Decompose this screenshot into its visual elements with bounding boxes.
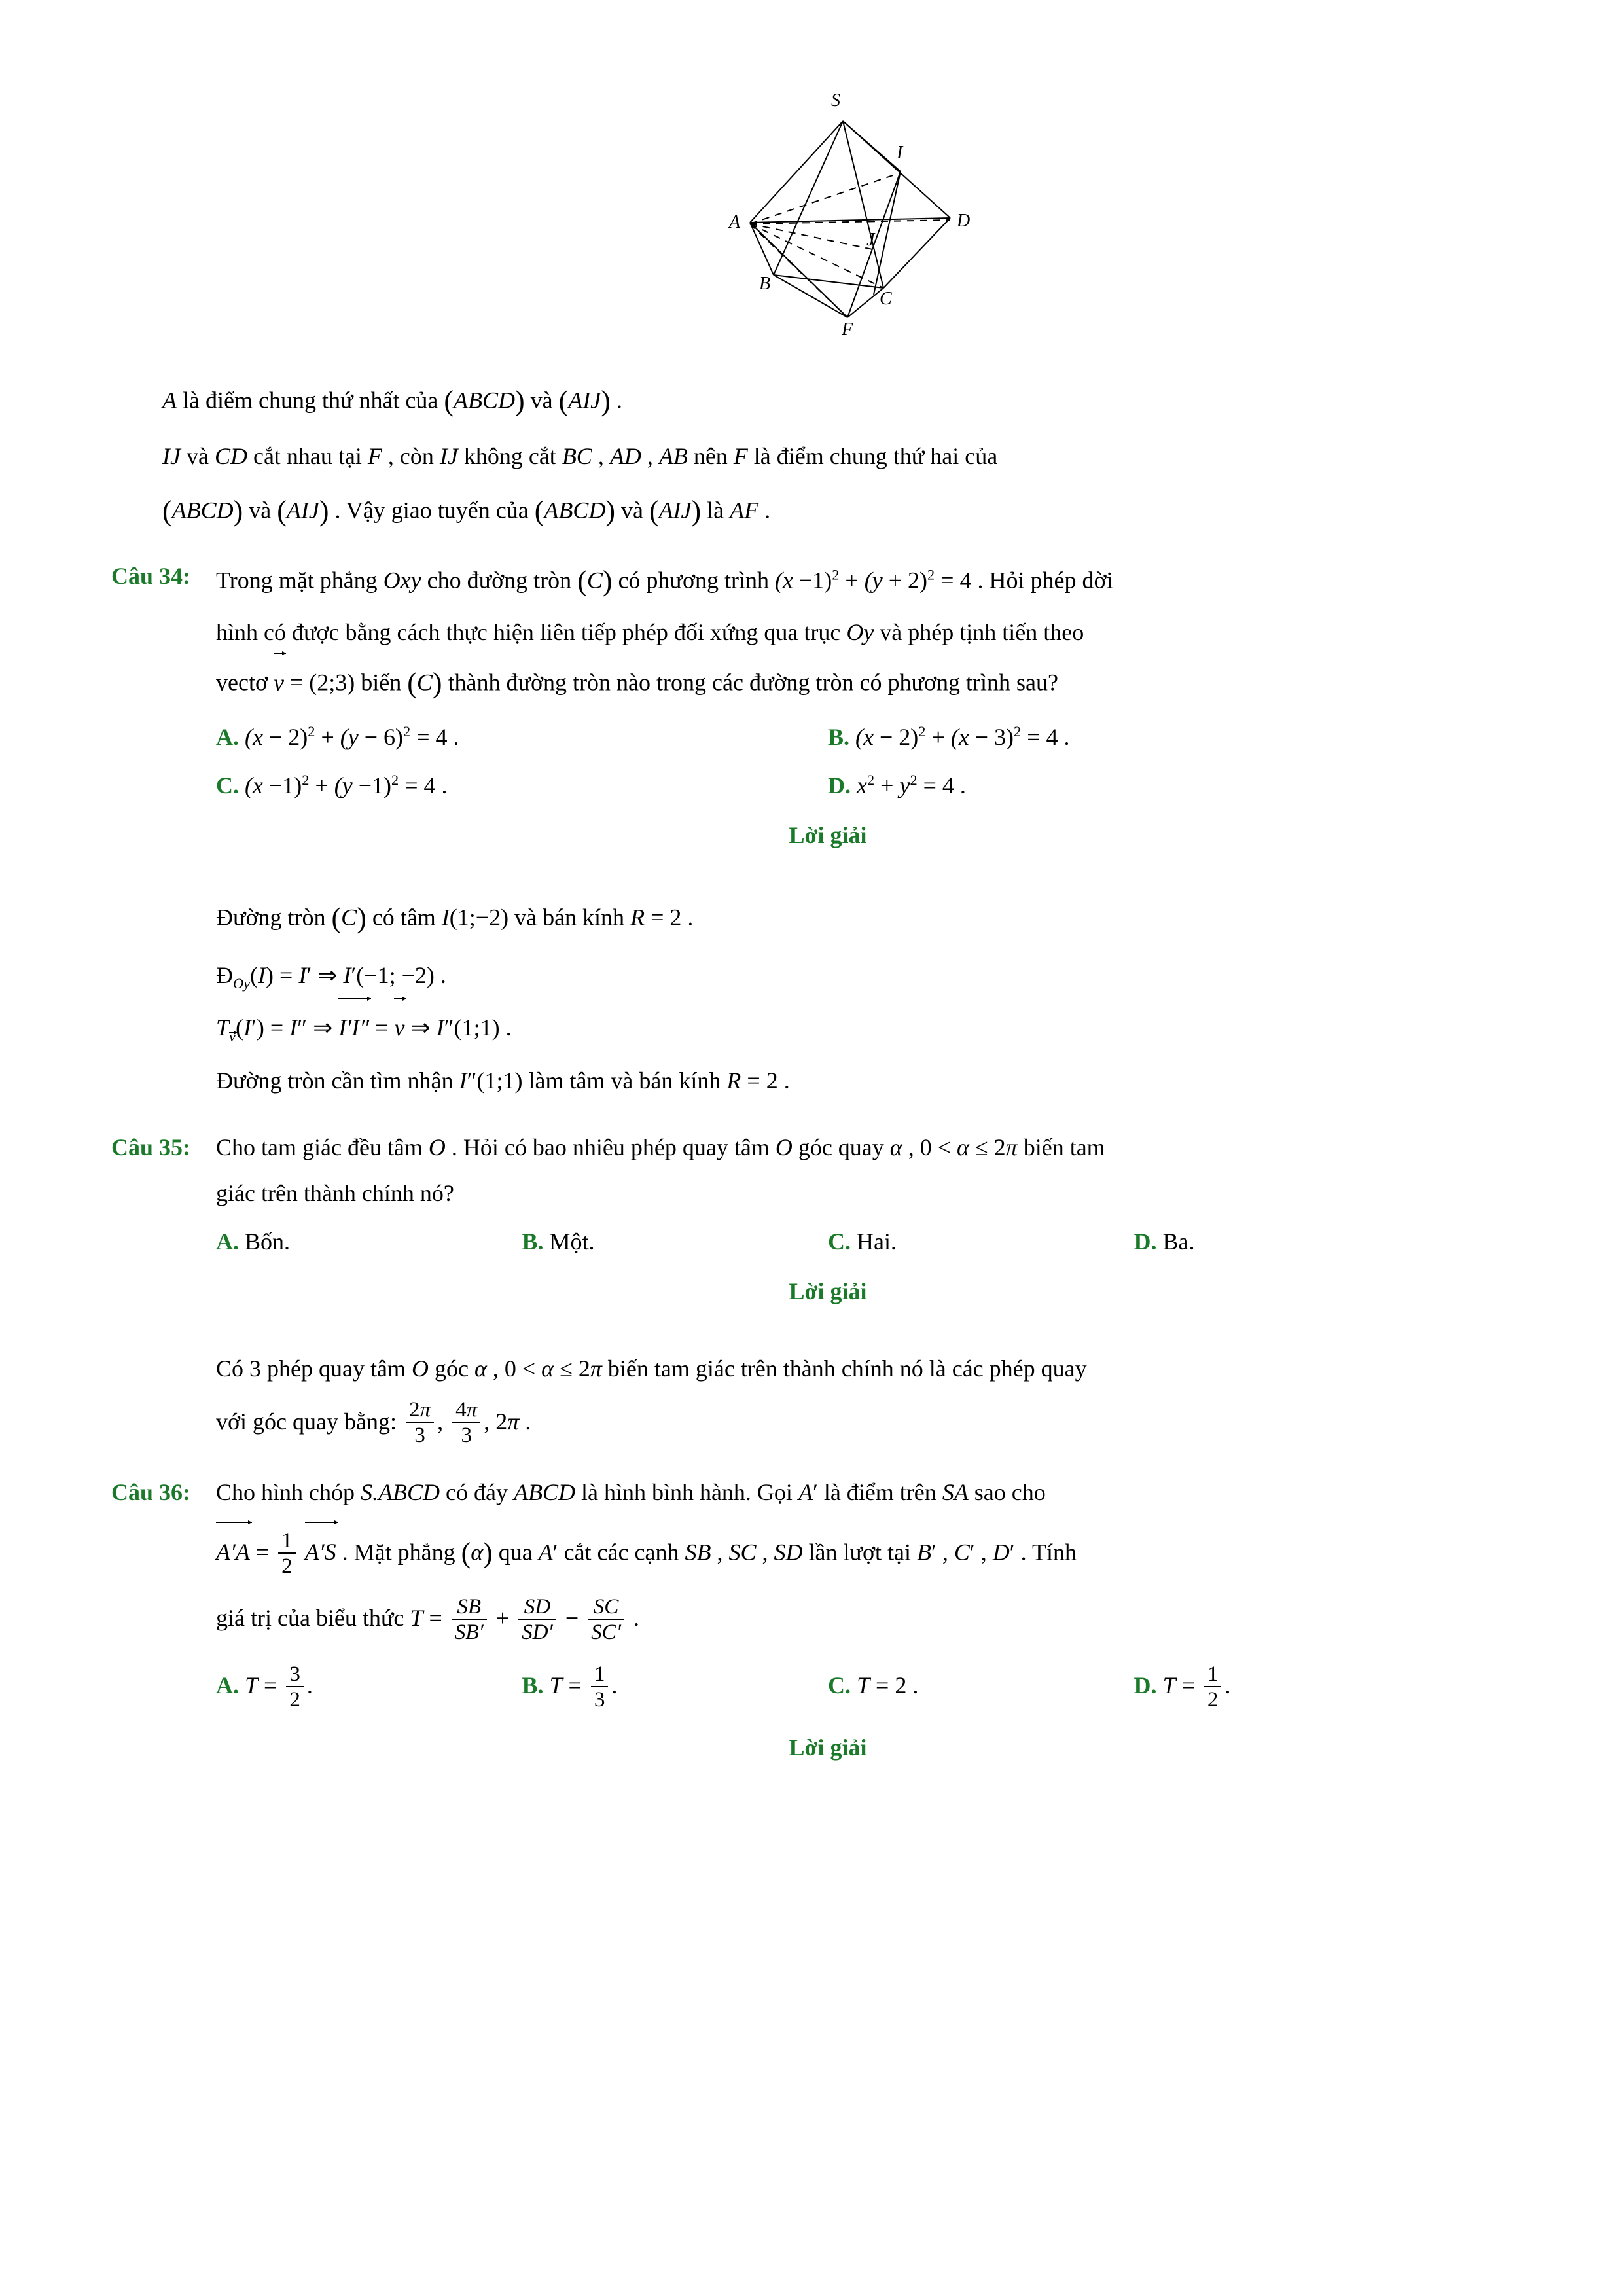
answer-cau34-B[interactable]: B. $(x - 2)^2 + (x - 3)^2 = 4$ .	[828, 723, 1070, 750]
solution-cau34-line4: Đường tròn cần tìm nhận I″(1;1) làm tâm và bán kính R = 2 .	[216, 1067, 790, 1094]
fraction-SB-SBp: $\frac{SB}{SB'}$	[452, 1594, 487, 1644]
answers-cau35	[216, 1219, 1440, 1265]
fraction-one-third: $\frac{1}{3}$	[591, 1662, 609, 1712]
solution-heading-cau34: Lời giải	[789, 822, 867, 849]
intro-line-1: A là điểm chung thứ nhất của (ABCD) và (AIJ) .	[162, 385, 622, 417]
solution-heading-cau36: Lời giải	[789, 1734, 867, 1761]
solution-cau35	[216, 1346, 1440, 1448]
question-body-cau36: Cho hình chóp S.ABCD có đáy ABCD là hình bình hành. Gọi A′ là điểm trên SA sao cho A′A = $\frac{1}{2}$ A′S . Mặt phẳng (α) qua A′ cắt các cạnh SB , SC , SD lần lượt tại B′ , C′ , D′ . Tính giá trị của biểu thức T = $\frac{SB}{SB'}$ + $\frac{SD}{SD'}$ − $\frac{SC}{SC'}$ . A. T = $\frac{3}{2}$ . B. T = $\frac{1}{3}$ . C. T = 2 . D. T = $\frac{1}{2}$ . Lời giải	[216, 1469, 1440, 1770]
answer-cau36-B[interactable]: B. T = $\frac{1}{3}$ .	[522, 1661, 618, 1712]
solution-cau35-line2: với góc quay bằng: $\frac{2\pi}{3}$ , $\frac{4\pi}{3}$ , 2π .	[216, 1397, 531, 1448]
vertex-label-J: J	[866, 230, 875, 250]
answer-cau35-D[interactable]: D. Ba.	[1133, 1229, 1195, 1255]
vertex-label-C: C	[880, 289, 892, 309]
solution-cau34	[216, 890, 1440, 1103]
question-cau36	[111, 1469, 1440, 1770]
answers-cau34-row2	[216, 762, 1440, 808]
answer-cau34-C[interactable]: C. $(x -1)^2 + (y -1)^2 = 4$ .	[216, 772, 448, 799]
pyramid-diagram	[452, 59, 1171, 367]
vertex-label-S: S	[831, 90, 840, 111]
question-label-cau35: Câu 35:	[111, 1134, 191, 1160]
vertex-label-A: A	[729, 212, 741, 232]
question-label-cau34: Câu 34:	[111, 563, 191, 590]
vertex-label-F: F	[842, 319, 853, 340]
answer-cau35-C[interactable]: C. Hai.	[828, 1229, 897, 1255]
answer-cau36-A[interactable]: A. T = $\frac{3}{2}$ .	[216, 1661, 313, 1712]
answer-cau34-D[interactable]: D. $x^2 + y^2 = 4$ .	[828, 772, 966, 799]
fraction-SC-SCp: $\frac{SC}{SC'}$	[588, 1594, 624, 1644]
vertex-label-I: I	[897, 143, 903, 163]
fraction-4pi-3: $\frac{4\pi}{3}$	[452, 1397, 480, 1447]
fraction-2pi-3: $\frac{2\pi}{3}$	[406, 1397, 434, 1447]
question-body-cau34: Trong mặt phẳng Oxy cho đường tròn (C) có phương trình $(x -1)^2 + (y + 2)^2 = 4$ . Hỏi phép dời hình có được bằng cách thực hiện liên tiếp phép đối xứng qua trục Oy và phép tịnh tiến theo vectơ v = (2;3) biến (C) thành đường tròn nào trong các đường tròn có phương trình sau? A. $(x - 2)^2 + (y - 6)^2 = 4$ . B. $(x - 2)^2 + (x - 3)^2 = 4$ . C. $(x -1)^2 + (y -1)^2 = 4$ . D. $x^2 + y^2 = 4$ . Lời giải Đường tròn (C) có tâm I(1;−2) và bán kính R = 2 . $Đ_{Oy}(I) = I'$ ⇒ I′(−1; −2) . $T_v(I') = I''$ ⇒ I′I″ = v ⇒ I″(1;1) . Đường tròn cần tìm nhận I″(1;1) làm tâm và bán kính R = 2 .	[216, 553, 1440, 1109]
solution-cau35-line1: Có 3 phép quay tâm O góc α , 0 < α ≤ 2π biến tam giác trên thành chính nó là các phép quay	[216, 1355, 1087, 1382]
fraction-one-half-d: $\frac{1}{2}$	[1204, 1662, 1222, 1712]
document-content	[0, 373, 1623, 1770]
answers-cau34-row1	[216, 714, 1440, 760]
vertex-label-B: B	[759, 274, 771, 294]
solution-heading-cau35: Lời giải	[789, 1278, 867, 1305]
answer-cau36-D[interactable]: D. T = $\frac{1}{2}$ .	[1133, 1661, 1231, 1712]
question-cau35	[111, 1124, 1440, 1456]
fraction-one-half: $\frac{1}{2}$	[278, 1528, 296, 1578]
fraction-SD-SDp: $\frac{SD}{SD'}$	[518, 1594, 556, 1644]
answers-cau36	[216, 1662, 1440, 1713]
fraction-three-halves: $\frac{3}{2}$	[286, 1662, 304, 1712]
question-cau34	[111, 553, 1440, 1109]
intro-line-3: (ABCD) và (AIJ) . Vậy giao tuyến của (ABCD) và (AIJ) là AF .	[162, 494, 771, 527]
figure-container	[0, 0, 1623, 373]
intro-line-2: IJ và CD cắt nhau tại F , còn IJ không cắt BC , AD , AB nên F là điểm chung thứ hai của	[162, 442, 998, 469]
answer-cau35-A[interactable]: A. Bốn.	[216, 1229, 291, 1255]
question-label-cau36: Câu 36:	[111, 1479, 191, 1506]
answer-cau35-B[interactable]: B. Một.	[522, 1229, 595, 1255]
solution-cau34-line1: Đường tròn (C) có tâm I(1;−2) và bán kính R = 2 .	[216, 901, 694, 934]
solution-cau34-line3: $T_v(I') = I''$ ⇒ I′I″ = v ⇒ I″(1;1) .	[216, 1005, 1440, 1050]
answer-cau36-C[interactable]: C. T = 2 .	[828, 1672, 919, 1699]
solution-cau34-line2: $Đ_{Oy}(I) = I'$ ⇒ I′(−1; −2) .	[216, 962, 446, 992]
answer-cau34-A[interactable]: A. $(x - 2)^2 + (y - 6)^2 = 4$ .	[216, 723, 459, 750]
vertex-label-D: D	[957, 211, 971, 231]
question-body-cau35: Cho tam giác đều tâm O . Hỏi có bao nhiêu phép quay tâm O góc quay α , 0 < α ≤ 2π biến tam giác trên thành chính nó? A. Bốn. B. Một. C. Hai. D. Ba. Lời giải Có 3 phép quay tâm O góc α , 0 < α ≤ 2π biến tam giác trên thành chính nó là các phép quay với góc quay bằng: $\frac{2\pi}{3}$ , $\frac{4\pi}{3}$ , 2π .	[216, 1124, 1440, 1456]
